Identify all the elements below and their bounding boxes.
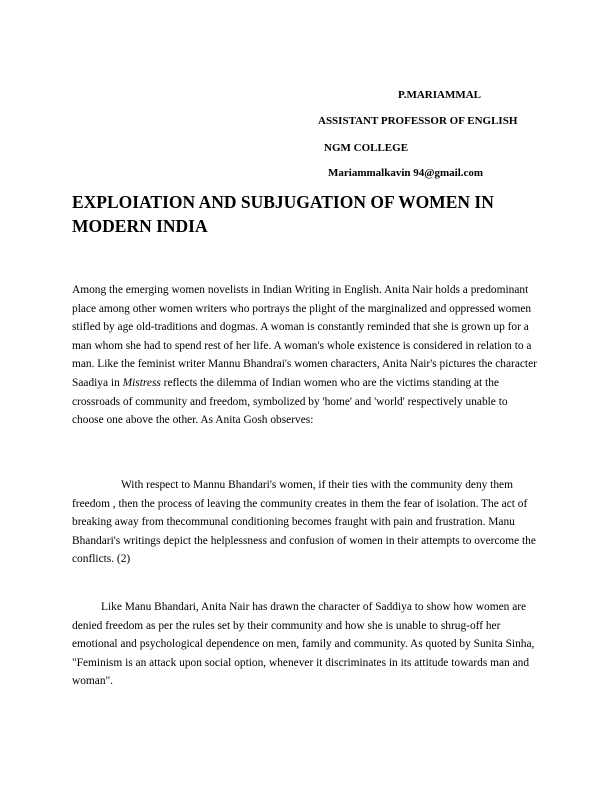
- document-title: EXPLOIATION AND SUBJUGATION OF WOMEN IN MODERN INDIA: [72, 192, 494, 236]
- author-college: NGM COLLEGE: [324, 142, 409, 154]
- paragraph-introduction: [72, 281, 542, 430]
- paragraph-introduction-text-2: reflects the dilemma of Indian women who are the victims standing at the crossroads of community and freedom, symbolized by 'home' and 'world' respectively unable to choose one above the other. As Anita Gosh observes:: [72, 376, 508, 427]
- paragraph-block-quote: With respect to Mannu Bhandari's women, if their ties with the community deny them freedom , then the process of leaving the community creates in them the fear of isolation. The act of breaking away from thecommunal conditioning becomes fraught with pain and frustration. Manu Bhandari's writings depict the helplessness and confusion of women in their attempts to overcome the conflicts. (2): [72, 479, 536, 566]
- paragraph-introduction-text-1: Among the emerging women novelists in Indian Writing in English. Anita Nair holds a predominant place among other women writers who portrays the plight of the marginalized and oppressed women stifled by age old-traditions and dogmas. A woman is constantly reminded that she is grown up for a man whom she had to spend rest of her life. A woman's whole existence is considered in relation to a man. Like the feminist writer Mannu Bhandrai's women characters, Anita Nair's pictures the character Saadiya in: [72, 284, 537, 389]
- author-position: ASSISTANT PROFESSOR OF ENGLISH: [318, 115, 518, 127]
- paragraph-analysis: Like Manu Bhandari, Anita Nair has drawn the character of Saddiya to show how women are denied freedom as per the rules set by their community and how she is unable to shrug-off her emotional and psychological dependence on men, family and community. As quoted by Sunita Sinha, "Feminism is an attack upon social option, whenever it discriminates in its attitude towards man and woman".: [72, 601, 535, 688]
- author-email: Mariammalkavin 94@gmail.com: [328, 167, 484, 179]
- novel-title-mistress: Mistress: [122, 376, 161, 389]
- author-name: P.MARIAMMAL: [398, 89, 481, 101]
